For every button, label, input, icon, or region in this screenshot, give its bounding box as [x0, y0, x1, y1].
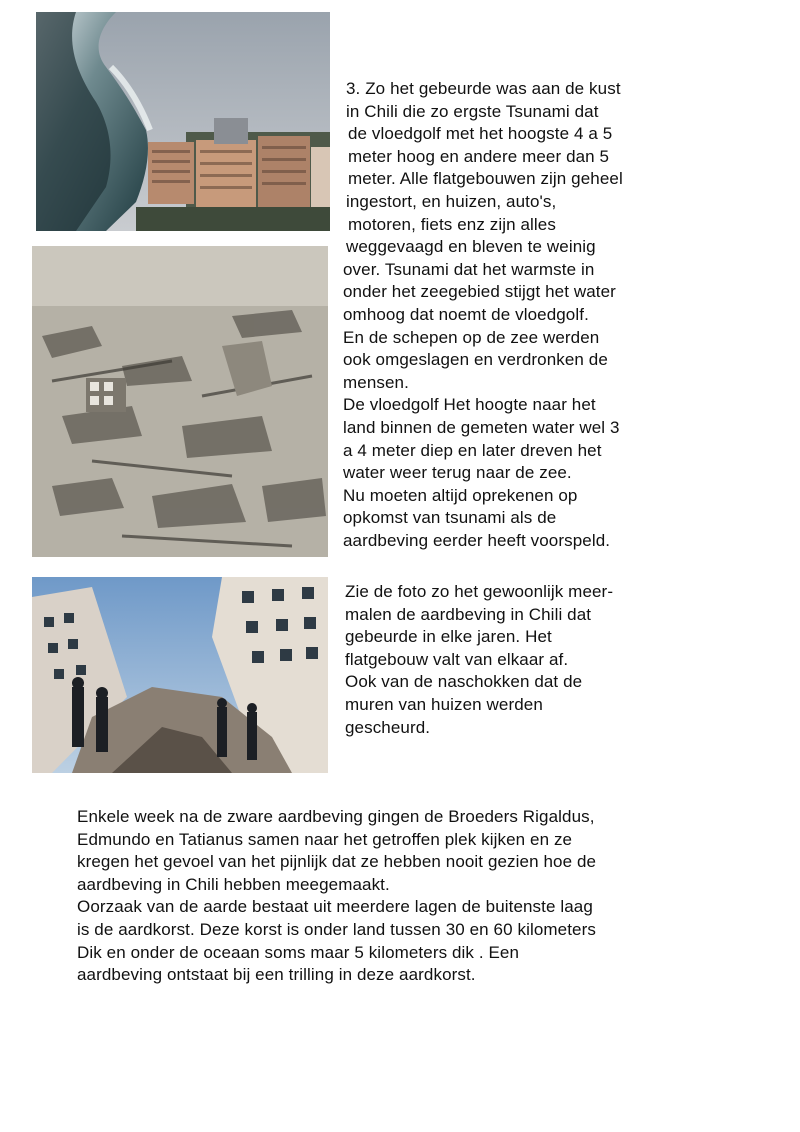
- paragraph-photo-caption: [345, 581, 613, 739]
- text-line: land binnen de gemeten water wel 3: [343, 417, 620, 437]
- tsunami-wave-photo-icon: [36, 12, 330, 231]
- text-line: aardbeving in Chili hebben meegemaakt.: [77, 874, 390, 894]
- rubble-field-photo-icon: [32, 246, 328, 557]
- text-line: Edmundo en Tatianus samen naar het getroffen plek kijken en ze: [77, 829, 573, 849]
- text-line: gescheurd.: [345, 717, 431, 737]
- text-line: weggevaagd en bleven te weinig: [346, 237, 596, 257]
- text-line: mensen.: [343, 372, 409, 392]
- text-line: omhoog dat noemt de vloedgolf.: [343, 304, 589, 324]
- text-line: Ook van de naschokken dat de: [345, 672, 583, 692]
- text-line: De vloedgolf Het hoogte naar het: [343, 395, 596, 415]
- text-line: Zie de foto zo het gewoonlijk meer-: [345, 582, 614, 601]
- text-line: is de aardkorst. Deze korst is onder land tussen 30 en 60 kilometers: [77, 919, 596, 939]
- paragraph-tsunami: [343, 78, 623, 552]
- text-line: aardbeving ontstaat bij een trilling in deze aardkorst.: [77, 965, 476, 985]
- text-line: opkomst van tsunami als de: [343, 508, 557, 528]
- text-line: malen de aardbeving in Chili dat: [345, 604, 592, 624]
- text-line: Oorzaak van de aarde bestaat uit meerdere lagen de buitenste laag: [77, 897, 593, 917]
- text-line: Dik en onder de oceaan soms maar 5 kilometers dik . Een: [77, 942, 520, 962]
- text-line: over. Tsunami dat het warmste in: [343, 259, 595, 279]
- text-line: muren van huizen werden: [345, 694, 543, 714]
- text-line: a 4 meter diep en later dreven het: [343, 440, 602, 460]
- text-line: En de schepen op de zee werden: [343, 327, 600, 347]
- text-line: de vloedgolf met het hoogste 4 a 5: [348, 124, 613, 144]
- text-line: flatgebouw valt van elkaar af.: [345, 649, 569, 669]
- rubble-photo: [32, 246, 328, 557]
- text-line: meter hoog en andere meer dan 5: [348, 146, 610, 166]
- text-line: in Chili die zo ergste Tsunami dat: [346, 101, 599, 121]
- text-line: ook omgeslagen en verdronken de: [343, 350, 608, 370]
- paragraph-brothers-visit: [77, 806, 596, 987]
- text-line: gebeurde in elke jaren. Het: [345, 627, 552, 647]
- text-line: onder het zeegebied stijgt het water: [343, 282, 616, 302]
- text-line: meter. Alle flatgebouwen zijn geheel: [348, 169, 623, 189]
- text-line: Enkele week na de zware aardbeving gingen de Broeders Rigaldus,: [77, 807, 595, 826]
- tsunami-photo: [36, 12, 330, 231]
- text-line: ingestort, en huizen, auto's,: [346, 191, 557, 211]
- collapsed-building-photo: [32, 577, 328, 773]
- collapsed-building-photo-icon: [32, 577, 328, 773]
- text-line: water weer terug naar de zee.: [343, 463, 572, 483]
- text-line: motoren, fiets enz zijn alles: [348, 214, 556, 234]
- text-line: Nu moeten altijd oprekenen op: [343, 485, 578, 505]
- text-line: 3. Zo het gebeurde was aan de kust: [346, 79, 621, 98]
- text-line: kregen het gevoel van het pijnlijk dat ze hebben nooit gezien hoe de: [77, 852, 597, 872]
- text-line: aardbeving eerder heeft voorspeld.: [343, 530, 611, 550]
